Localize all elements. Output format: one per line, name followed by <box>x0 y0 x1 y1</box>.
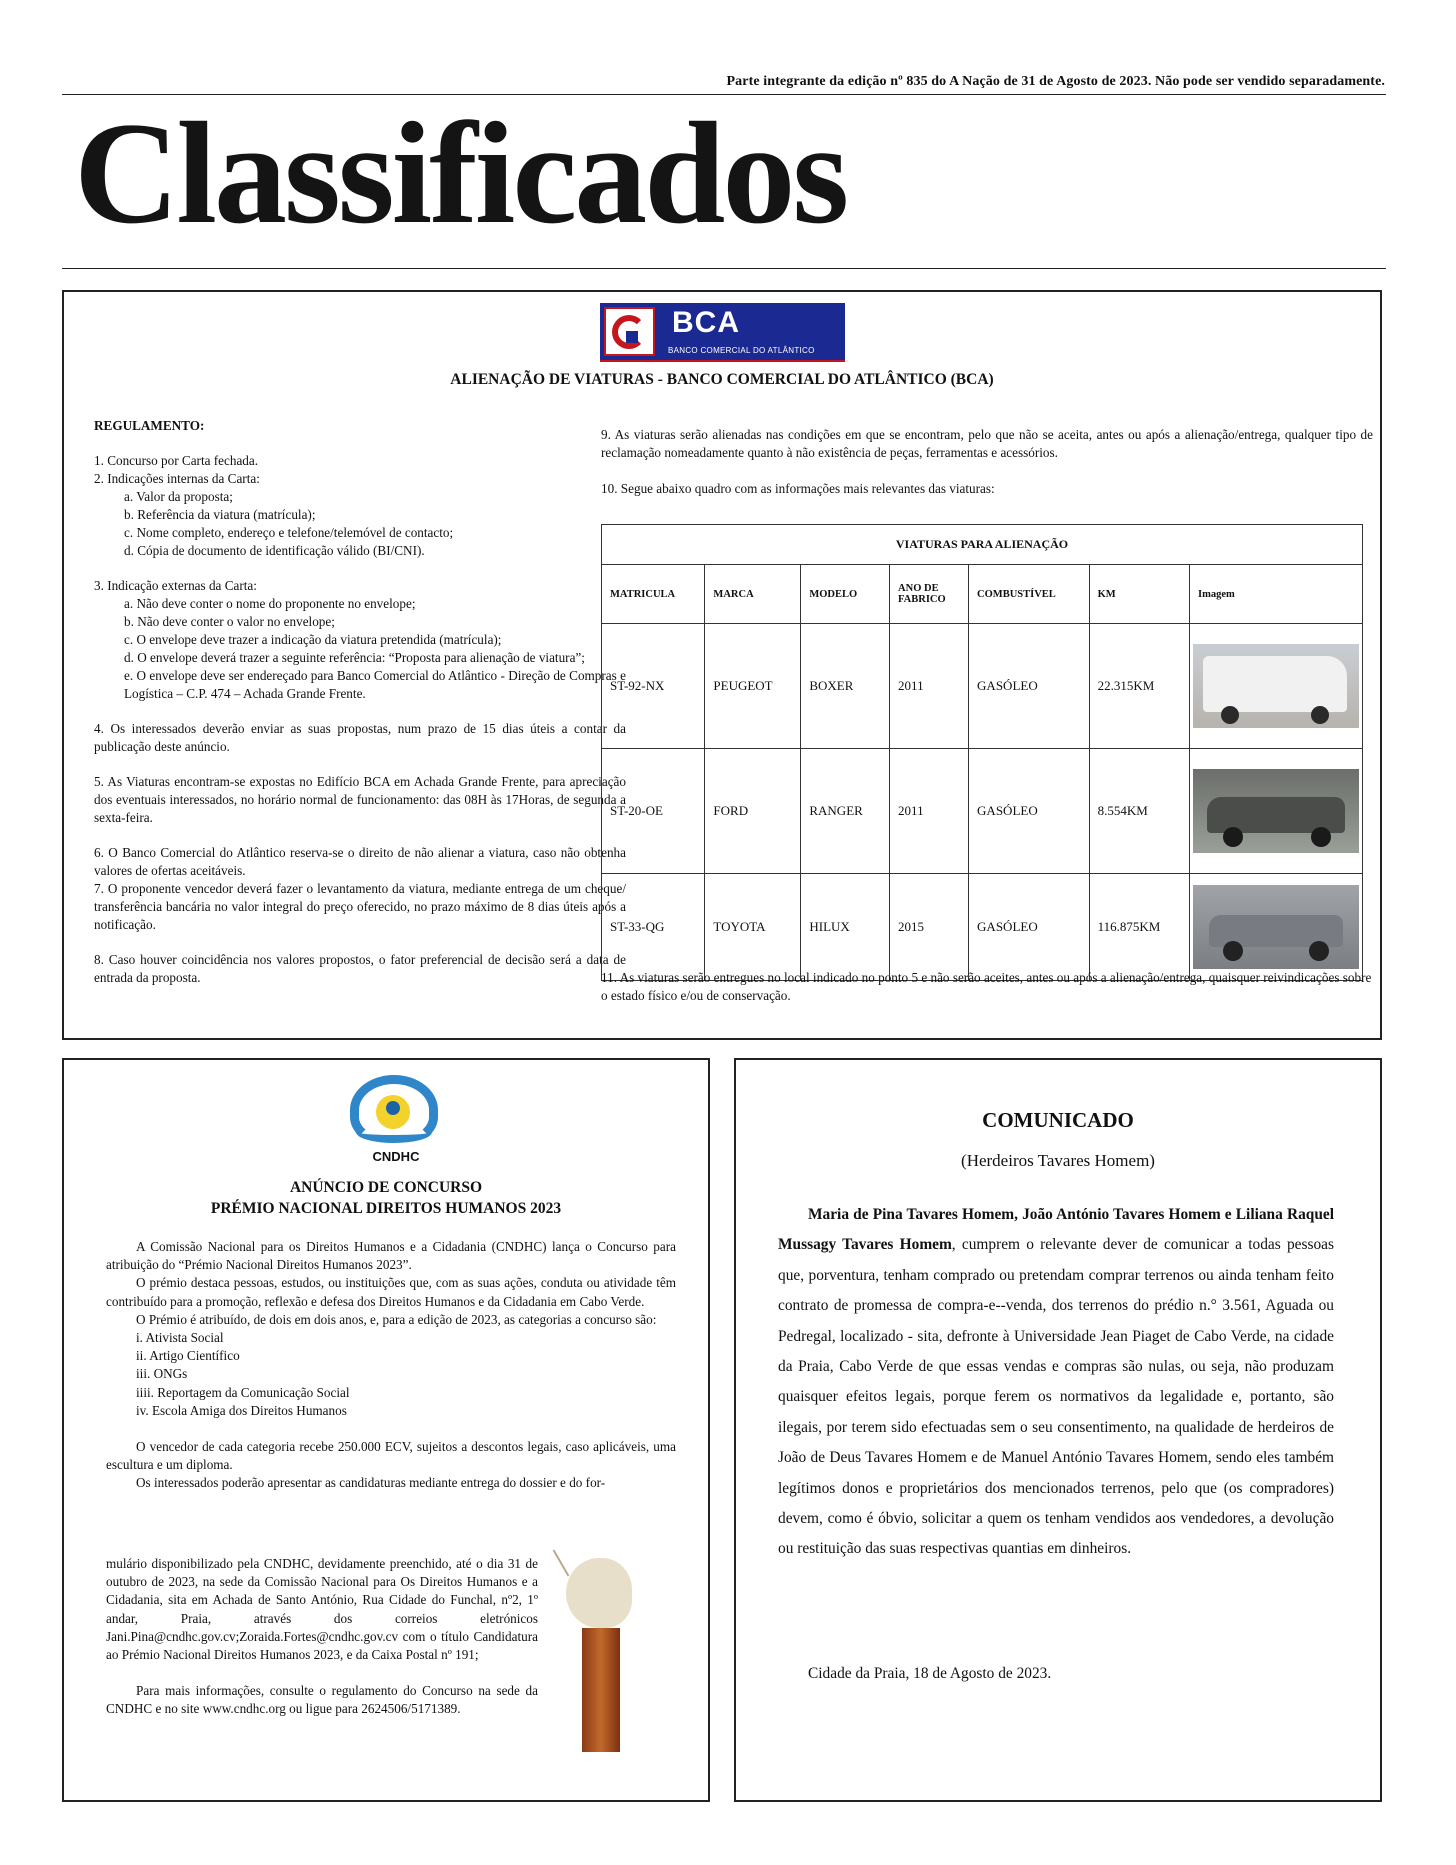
table-row <box>602 624 1363 749</box>
cell-image <box>1190 624 1363 749</box>
paragraph: A Comissão Nacional para os Direitos Humanos e a Cidadania (CNDHC) lança o Concurso para atribuição do “Prémio Nacional Direitos Humanos 2023”. <box>106 1239 676 1273</box>
bca-logo-fullname: BANCO COMERCIAL DO ATLÂNTICO <box>668 346 815 355</box>
paragraph: Os interessados poderão apresentar as candidaturas mediante entrega do dossier e do for- <box>136 1475 606 1491</box>
bca-logo <box>600 303 845 360</box>
col-modelo: MODELO <box>801 565 890 624</box>
reg-subitem: a. Não deve conter o nome do proponente no envelope; <box>124 596 416 611</box>
cndhc-body-continued <box>106 1555 538 1719</box>
eye-pupil-icon <box>386 1101 400 1115</box>
reg-item-11: 11. As viaturas serão entregues no local indicado no ponto 5 e não serão aceites, antes ou após a alienação/entrega, quaisquer reivindicações sobre o estado físico e/ou de conservação. <box>601 970 1372 1003</box>
masthead-title: Classificados <box>74 92 847 254</box>
reg-item: 1. Concurso por Carta fechada. <box>94 453 259 468</box>
cell-ano: 2015 <box>890 874 969 981</box>
reg-subitem: a. Valor da proposta; <box>124 489 233 504</box>
van-photo <box>1193 644 1359 728</box>
cndhc-logo <box>346 1075 446 1171</box>
edition-note: Parte integrante da edição nº 835 do A Nação de 31 de Agosto de 2023. Não pode ser vendido separadamente. <box>726 74 1385 89</box>
comunicado-text: , cumprem o relevante dever de comunicar a todas pessoas que, porventura, tenham comprado ou pretendam comprar terrenos ou ainda tenham feito contrato de promessa de compra-e--venda, dos terrenos do prédio n.° 3.561, Aguada ou Pedregal, localizado - sita, defronte à Universidade Jean Piaget de Cabo Verde, na cidade da Praia, Cabo Verde de que essas vendas e compras são nulas, ou seja, não produzam quaisquer efeitos legais, porque ferem os normativos da legalidade e, portanto, são ilegais, por terem sido efectuadas sem o seu consentimento, na qualidade de herdeiros de João de Deus Tavares Homem e de Manuel António Tavares Homem, sendo eles também legítimos donos e proprietários dos mencionados terrenos, pelo que (os compradores) devem, como é óbvio, solicitar a quem os tenham vendidos aos vendedores, a devolução ou restituição das suas respectivas quantias em dinheiros. <box>778 1236 1334 1558</box>
paragraph: O Prémio é atribuído, de dois em dois anos, e, para a edição de 2023, as categorias a concurso são: <box>136 1311 657 1327</box>
cell-matricula: ST-20-OE <box>602 749 705 874</box>
cell-modelo: RANGER <box>801 749 890 874</box>
cndhc-advert <box>62 1058 710 1802</box>
dove-trophy-image <box>552 1540 647 1752</box>
col-km: KM <box>1089 565 1189 624</box>
cell-matricula: ST-92-NX <box>602 624 705 749</box>
bca-right-column <box>601 426 1373 498</box>
bca-advert <box>62 290 1382 1040</box>
cell-marca: FORD <box>705 749 801 874</box>
cell-modelo: BOXER <box>801 624 890 749</box>
cell-marca: TOYOTA <box>705 874 801 981</box>
table-caption: VIATURAS PARA ALIENAÇÃO <box>602 525 1363 565</box>
reg-item: 2. Indicações internas da Carta: <box>94 471 260 486</box>
col-imagem: Imagem <box>1190 565 1363 624</box>
reg-subitem: c. O envelope deve trazer a indicação da viatura pretendida (matrícula); <box>124 632 502 647</box>
cell-combustivel: GASÓLEO <box>969 749 1090 874</box>
cell-ano: 2011 <box>890 749 969 874</box>
cell-image <box>1190 749 1363 874</box>
reg-subitem: b. Referência da viatura (matrícula); <box>124 507 316 522</box>
reg-item: 8. Caso houver coincidência nos valores propostos, o fator preferencial de decisão será a data de entrada da proposta. <box>94 952 626 985</box>
cndhc-body <box>106 1238 676 1493</box>
cell-marca: PEUGEOT <box>705 624 801 749</box>
regulamento <box>94 417 626 987</box>
reg-subitem: b. Não deve conter o valor no envelope; <box>124 614 335 629</box>
reg-item: 6. O Banco Comercial do Atlântico reserva-se o direito de não alienar a viatura, caso não obtenha valores de ofertas aceitáveis. <box>94 845 626 878</box>
cndhc-title: ANÚNCIO DE CONCURSO <box>289 1179 483 1196</box>
cell-km: 116.875KM <box>1089 874 1189 981</box>
cell-combustivel: GASÓLEO <box>969 624 1090 749</box>
hand-icon <box>356 1121 432 1143</box>
category-item: ii. Artigo Científico <box>136 1348 240 1364</box>
comunicado-title: COMUNICADO <box>982 1108 1134 1132</box>
col-combustivel: COMBUSTÍVEL <box>969 565 1090 624</box>
reg-item: 5. As Viaturas encontram-se expostas no Edifício BCA em Achada Grande Frente, para apreciação dos eventuais interessados, no horário normal de funcionamento: das 08H às 17Horas, de segunda a sexta-feira. <box>94 774 626 825</box>
comunicado-date: Cidade da Praia, 18 de Agosto de 2023. <box>808 1665 1052 1682</box>
hilux-photo <box>1193 885 1359 969</box>
bca-logo-underline <box>600 360 845 362</box>
cndhc-subtitle: PRÉMIO NACIONAL DIREITOS HUMANOS 2023 <box>210 1200 562 1217</box>
reg-item-9: 9. As viaturas serão alienadas nas condições em que se encontram, pelo que não se aceita, antes ou após a alienação/entrega, qualquer tipo de reclamação nomeadamente quanto à não existência de peças, ferramentas e acessórios. <box>601 427 1373 460</box>
bca-title: ALIENAÇÃO DE VIATURAS - BANCO COMERCIAL DO ATLÂNTICO (BCA) <box>450 371 994 388</box>
heirs-names: Maria de Pina Tavares Homem, João António Tavares Homem e Liliana Raquel Mussagy Tavares Homem <box>778 1206 1334 1254</box>
category-item: iii. ONGs <box>136 1366 188 1382</box>
paragraph: Para mais informações, consulte o regulamento do Concurso na sede da CNDHC e no site www.cndhc.org ou ligue para 2624506/5171389. <box>106 1683 538 1717</box>
table-row <box>602 749 1363 874</box>
category-item: i. Ativista Social <box>136 1330 224 1346</box>
reg-item: 4. Os interessados deverão enviar as suas propostas, num prazo de 15 dias úteis a contar da publicação deste anúncio. <box>94 721 626 754</box>
paragraph: O vencedor de cada categoria recebe 250.000 ECV, sujeitos a descontos legais, caso aplicáveis, uma escultura e um diploma. <box>106 1439 676 1473</box>
category-item: iiii. Reportagem da Comunicação Social <box>136 1384 350 1400</box>
cndhc-logo-label: CNDHC <box>372 1149 420 1164</box>
table-header-row <box>602 565 1363 624</box>
pickup-photo <box>1193 769 1359 853</box>
col-ano: ANO DE FABRICO <box>890 565 969 624</box>
reg-item: 3. Indicação externas da Carta: <box>94 578 257 593</box>
reg-item: 7. O proponente vencedor deverá fazer o levantamento da viatura, mediante entrega de um cheque/ transferência bancária no valor integral do preço oferecido, no prazo máximo de 8 dias úteis após a notificação. <box>94 881 626 932</box>
reg-item-10: 10. Segue abaixo quadro com as informações mais relevantes das viaturas: <box>601 481 995 496</box>
regulamento-heading: REGULAMENTO: <box>94 418 205 433</box>
comunicado-notice <box>734 1058 1382 1802</box>
vehicles-table <box>601 524 1363 981</box>
cell-km: 8.554KM <box>1089 749 1189 874</box>
category-item: iv. Escola Amiga dos Direitos Humanos <box>136 1402 347 1418</box>
bca-logo-name: BCA <box>672 306 740 339</box>
reg-subitem: c. Nome completo, endereço e telefone/telemóvel de contacto; <box>124 525 454 540</box>
masthead-rule <box>62 268 1386 269</box>
paragraph: O prémio destaca pessoas, estudos, ou instituições que, com as suas ações, conduta ou atividade têm contribuído para a promoção, reflexão e defesa dos Direitos Humanos e da Cidadania em Cabo Verde. <box>106 1275 676 1309</box>
comunicado-subtitle: (Herdeiros Tavares Homem) <box>961 1151 1155 1170</box>
reg-subitem: d. O envelope deverá trazer a seguinte referência: “Proposta para alienação de viatura”; <box>124 650 585 665</box>
reg-subitem: e. O envelope deve ser endereçado para Banco Comercial do Atlântico - Direção de Compras e Logística – C.P. 474 – Achada Grande Frente. <box>124 668 626 701</box>
cell-matricula: ST-33-QG <box>602 874 705 981</box>
paragraph: mulário disponibilizado pela CNDHC, devidamente preenchido, até o dia 31 de outubro de 2023, na sede da Comissão Nacional para Os Direitos Humanos e a Cidadania, sita em Achada de Santo António, Rua Cidade do Funchal, nº2, 1º andar, Praia, através dos correios eletrónicos Jani.Pina@cndhc.gov.cv;Zoraida.Fortes@cndhc.gov.cv com o título Candidatura ao Prémio Nacional Direitos Humanos 2023, e da Caixa Postal nº 191; <box>106 1556 538 1663</box>
table-row <box>602 874 1363 981</box>
cell-km: 22.315KM <box>1089 624 1189 749</box>
cell-ano: 2011 <box>890 624 969 749</box>
reg-subitem: d. Cópia de documento de identificação válido (BI/CNI). <box>124 543 425 558</box>
col-matricula: MATRICULA <box>602 565 705 624</box>
cell-image <box>1190 874 1363 981</box>
comunicado-body <box>778 1200 1334 1565</box>
cell-modelo: HILUX <box>801 874 890 981</box>
cell-combustivel: GASÓLEO <box>969 874 1090 981</box>
col-marca: MARCA <box>705 565 801 624</box>
bca-mark-icon <box>604 307 655 356</box>
